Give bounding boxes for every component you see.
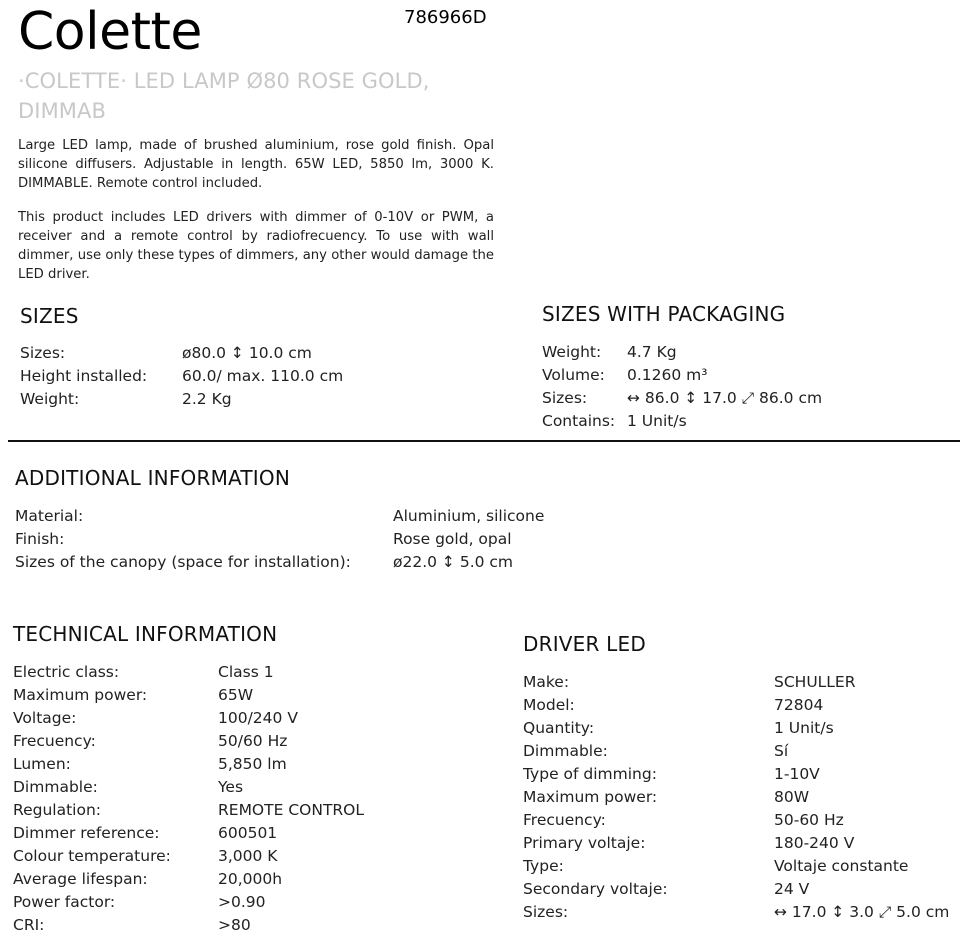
additional-row	[15, 528, 715, 551]
technical-row-label: Average lifespan:	[13, 870, 148, 888]
additional-row	[15, 505, 715, 528]
driver-row	[523, 901, 953, 924]
driver-row-label: Primary voltaje:	[523, 834, 646, 852]
technical-row	[13, 776, 493, 799]
driver-row-label: Secondary voltaje:	[523, 880, 668, 898]
packaging-row-label: Volume:	[542, 366, 605, 384]
technical-row	[13, 707, 493, 730]
driver-row	[523, 855, 953, 878]
driver-row-value: Sí	[774, 742, 789, 760]
driver-row-value: SCHULLER	[774, 673, 856, 691]
technical-row	[13, 891, 493, 914]
technical-row-label: Regulation:	[13, 801, 101, 819]
additional-section-title: ADDITIONAL INFORMATION	[15, 466, 290, 490]
sizes-row-label: Sizes:	[20, 344, 66, 362]
technical-row-value: 65W	[218, 686, 254, 704]
packaging-row-label: Weight:	[542, 343, 602, 361]
driver-row	[523, 832, 953, 855]
technical-row-value: >80	[218, 916, 251, 934]
technical-row	[13, 799, 493, 822]
product-title: Colette	[18, 2, 202, 62]
additional-row-label: Finish:	[15, 530, 65, 548]
sizes-table	[20, 342, 500, 411]
driver-row-value: 80W	[774, 788, 810, 806]
technical-row-label: Voltage:	[13, 709, 77, 727]
driver-row-label: Dimmable:	[523, 742, 608, 760]
driver-row-label: Model:	[523, 696, 575, 714]
technical-row-value: 20,000h	[218, 870, 283, 888]
driver-row-label: Make:	[523, 673, 570, 691]
sizes-row-value: 2.2 Kg	[182, 390, 232, 408]
technical-row-label: Dimmer reference:	[13, 824, 160, 842]
technical-row-value: 50/60 Hz	[218, 732, 288, 750]
sizes-row	[20, 342, 500, 365]
technical-row-value: >0.90	[218, 893, 266, 911]
driver-row-label: Maximum power:	[523, 788, 658, 806]
driver-row	[523, 694, 953, 717]
additional-table	[15, 505, 715, 574]
technical-row	[13, 914, 493, 937]
technical-row-value: 100/240 V	[218, 709, 298, 727]
technical-row	[13, 730, 493, 753]
technical-row-value: 3,000 K	[218, 847, 278, 865]
driver-row-label: Type:	[523, 857, 564, 875]
technical-row	[13, 822, 493, 845]
technical-row-label: Frecuency:	[13, 732, 96, 750]
sizes-row-label: Height installed:	[20, 367, 148, 385]
technical-row-label: Electric class:	[13, 663, 120, 681]
technical-row	[13, 661, 493, 684]
driver-row	[523, 763, 953, 786]
packaging-row-label: Contains:	[542, 412, 616, 430]
technical-row-value: 600501	[218, 824, 278, 842]
technical-row-value: 5,850 lm	[218, 755, 287, 773]
packaging-table	[542, 341, 952, 433]
sizes-row	[20, 365, 500, 388]
driver-row-label: Type of dimming:	[523, 765, 657, 783]
technical-row-value: REMOTE CONTROL	[218, 801, 365, 819]
product-subtitle: ·COLETTE· LED LAMP Ø80 ROSE GOLD, DIMMAB	[18, 69, 430, 123]
description-paragraph-2: This product includes LED drivers with dimmer of 0-10V or PWM, a receiver and a remote control by radiofrecuency. To use with wall dimmer, use only these types of dimmers, any other would damage the LED driver.	[18, 210, 494, 282]
packaging-row	[542, 410, 952, 433]
packaging-row	[542, 341, 952, 364]
driver-row-value: 24 V	[774, 880, 810, 898]
driver-row-value: 50-60 Hz	[774, 811, 844, 829]
packaging-row-value: 0.1260 m³	[627, 366, 708, 384]
packaging-row	[542, 387, 952, 410]
additional-row-value: Aluminium, silicone	[393, 507, 545, 525]
driver-row-value: ↔ 17.0 ↕ 3.0 ⤢ 5.0 cm	[774, 903, 950, 921]
packaging-row-value: ↔ 86.0 ↕ 17.0 ⤢ 86.0 cm	[627, 389, 823, 407]
driver-row-value: Voltaje constante	[774, 857, 909, 875]
additional-row-label: Material:	[15, 507, 84, 525]
driver-row	[523, 878, 953, 901]
additional-row-value: ø22.0 ↕ 5.0 cm	[393, 553, 514, 571]
driver-row-label: Quantity:	[523, 719, 595, 737]
driver-row-label: Frecuency:	[523, 811, 606, 829]
packaging-section-title: SIZES WITH PACKAGING	[542, 302, 786, 326]
description-paragraph-1: Large LED lamp, made of brushed aluminium, rose gold finish. Opal silicone diffusers. Adjustable in length. 65W LED, 5850 lm, 3000 K. DIMMABLE. Remote control included.	[18, 138, 494, 191]
sizes-section-title: SIZES	[20, 304, 79, 328]
technical-row-value: Yes	[218, 778, 244, 796]
packaging-row-value: 1 Unit/s	[627, 412, 687, 430]
technical-table	[13, 661, 493, 937]
technical-row-label: Lumen:	[13, 755, 71, 773]
driver-row	[523, 786, 953, 809]
technical-row	[13, 868, 493, 891]
technical-row-label: CRI:	[13, 916, 45, 934]
technical-row-label: Dimmable:	[13, 778, 98, 796]
additional-row-value: Rose gold, opal	[393, 530, 512, 548]
driver-row	[523, 671, 953, 694]
packaging-row-label: Sizes:	[542, 389, 588, 407]
driver-row	[523, 717, 953, 740]
technical-section-title: TECHNICAL INFORMATION	[13, 622, 278, 646]
technical-row-label: Maximum power:	[13, 686, 148, 704]
technical-row-label: Colour temperature:	[13, 847, 171, 865]
driver-row-value: 180-240 V	[774, 834, 855, 852]
technical-row-value: Class 1	[218, 663, 274, 681]
packaging-row-value: 4.7 Kg	[627, 343, 677, 361]
technical-row	[13, 845, 493, 868]
sizes-row-value: ø80.0 ↕ 10.0 cm	[182, 344, 312, 362]
section-divider	[8, 440, 960, 442]
driver-row-value: 1 Unit/s	[774, 719, 834, 737]
technical-row-label: Power factor:	[13, 893, 116, 911]
product-reference: 786966D	[404, 7, 487, 28]
additional-row-label: Sizes of the canopy (space for installation):	[15, 553, 351, 571]
technical-row	[13, 753, 493, 776]
driver-table	[523, 671, 953, 924]
sizes-row-label: Weight:	[20, 390, 80, 408]
driver-row-label: Sizes:	[523, 903, 569, 921]
additional-row	[15, 551, 715, 574]
sizes-row-value: 60.0/ max. 110.0 cm	[182, 367, 344, 385]
driver-row	[523, 740, 953, 763]
driver-row-value: 72804	[774, 696, 824, 714]
technical-row	[13, 684, 493, 707]
packaging-row	[542, 364, 952, 387]
driver-row-value: 1-10V	[774, 765, 820, 783]
sizes-row	[20, 388, 500, 411]
driver-row	[523, 809, 953, 832]
driver-section-title: DRIVER LED	[523, 632, 646, 656]
